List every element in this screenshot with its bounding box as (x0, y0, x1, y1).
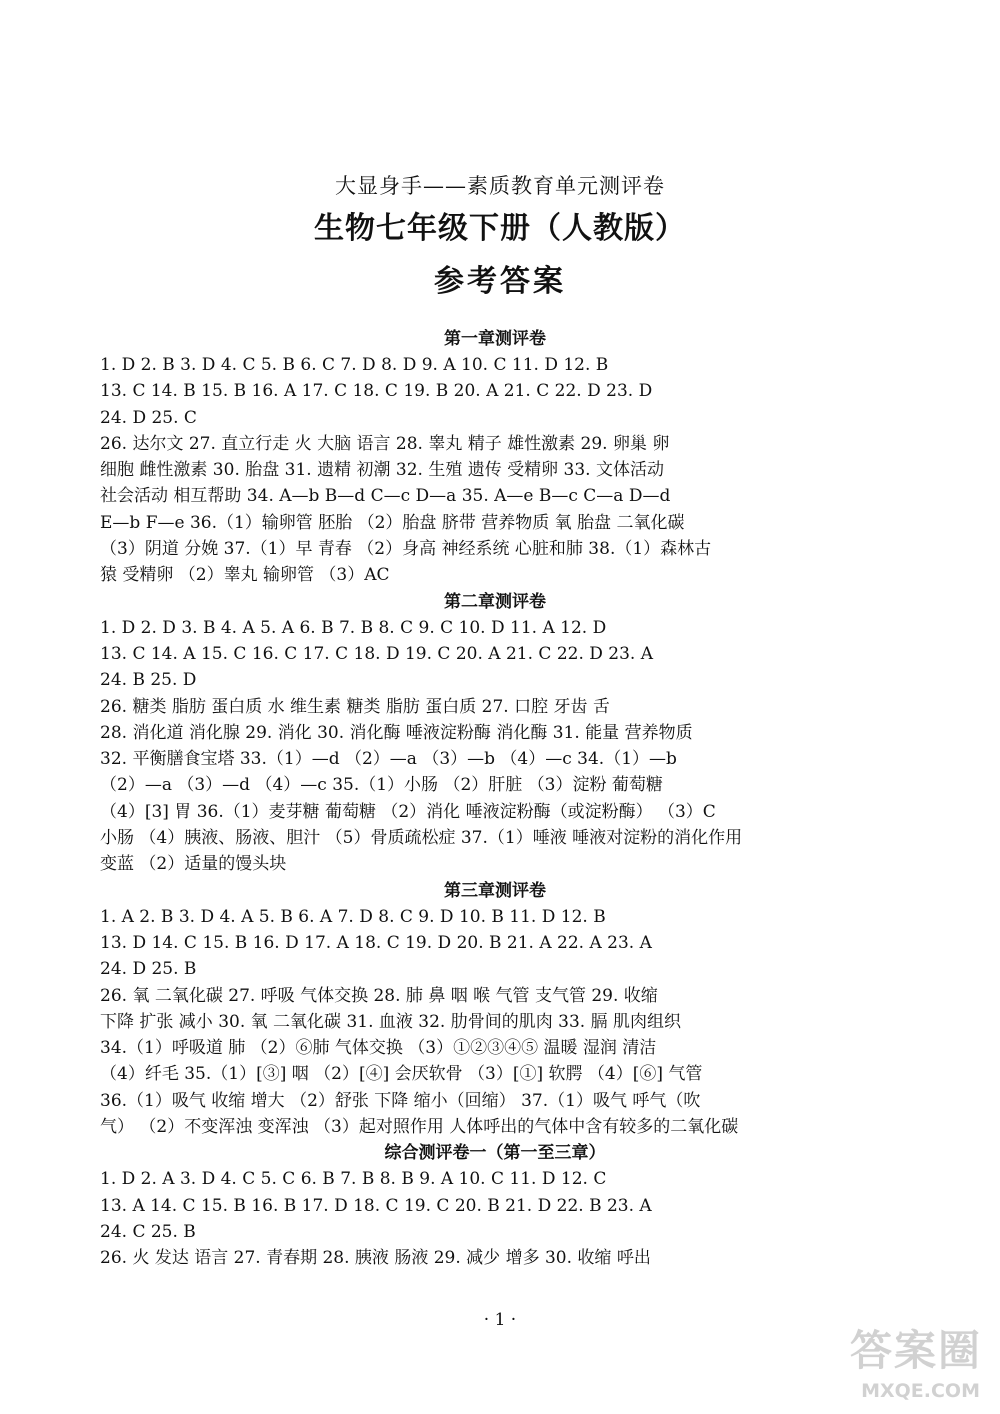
answer-line: 细胞 雌性激素 30. 胎盘 31. 遗精 初潮 32. 生殖 遗传 受精卵 33. 文体活动 (100, 460, 664, 481)
answer-line: 26. 糖类 脂肪 蛋白质 水 维生素 糖类 脂肪 蛋白质 27. 口腔 牙齿 舌 (100, 696, 610, 717)
answer-line: 1. D 2. A 3. D 4. C 5. C 6. B 7. B 8. B 9. A 10. C 11. D 12. C (100, 1169, 607, 1190)
chapter-section (100, 589, 890, 878)
answer-line: （3）阴道 分娩 37.（1）早 青春 （2）身高 神经系统 心脏和肺 38.（1）森林古 (100, 539, 712, 560)
answer-line: 24. D 25. B (100, 959, 197, 980)
answer-line: 小肠 （4）胰液、肠液、胆汁 （5）骨质疏松症 37.（1）唾液 唾液对淀粉的消化作用 (100, 828, 743, 849)
answer-line: 36.（1）吸气 收缩 增大 （2）舒张 下降 缩小（回缩） 37.（1）吸气 呼气（吹 (100, 1090, 701, 1111)
watermark-url: MXQE.COM (861, 1380, 980, 1402)
answer-line: 下降 扩张 减小 30. 氧 二氧化碳 31. 血液 32. 肋骨间的肌肉 33. 膈 肌肉组织 (100, 1011, 681, 1032)
chapter-section (100, 878, 890, 1141)
answer-line: 26. 氧 二氧化碳 27. 呼吸 气体交换 28. 肺 鼻 咽 喉 气管 支气管 29. 收缩 (100, 985, 658, 1006)
answer-content (100, 326, 890, 1272)
page-number: · 1 · (483, 1310, 517, 1330)
chapter-heading: 综合测评卷一（第一至三章） (384, 1143, 606, 1164)
answer-line: E—b F—e 36.（1）输卵管 胚胎 （2）胎盘 脐带 营养物质 氧 胎盘 二氧化碳 (100, 512, 685, 533)
answer-line: 32. 平衡膳食宝塔 33.（1）—d （2）—a （3）—b （4）—c 34.（1）—b (100, 749, 677, 770)
answer-line: 猿 受精卵 （2）睾丸 输卵管 （3）AC (100, 565, 390, 586)
answer-line: 13. A 14. C 15. B 16. B 17. D 18. C 19. C 20. B 21. D 22. B 23. A (100, 1195, 652, 1216)
answer-line: 1. A 2. B 3. D 4. A 5. B 6. A 7. D 8. C 9. D 10. B 11. D 12. B (100, 906, 606, 927)
book-title: 生物七年级下册（人教版） (314, 211, 686, 246)
answer-line: 24. C 25. B (100, 1221, 196, 1242)
answer-line: 24. D 25. C (100, 407, 197, 428)
series-title: 大显身手——素质教育单元测评卷 (335, 174, 665, 198)
chapter-heading: 第一章测评卷 (444, 329, 546, 349)
answer-line: 13. D 14. C 15. B 16. D 17. A 18. C 19. D 20. B 21. A 22. A 23. A (100, 932, 652, 953)
watermark (836, 1318, 986, 1408)
answer-line: 气） （2）不变浑浊 变浑浊 （3）起对照作用 人体呼出的气体中含有较多的二氧化碳 (100, 1117, 739, 1138)
answer-line: 1. D 2. D 3. B 4. A 5. A 6. B 7. B 8. C 9. C 10. D 11. A 12. D (100, 617, 607, 638)
answer-key-heading: 参考答案 (434, 264, 566, 299)
answer-line: 变蓝 （2）适量的馒头块 (100, 854, 287, 875)
answer-line: 28. 消化道 消化腺 29. 消化 30. 消化酶 唾液淀粉酶 消化酶 31. 能量 营养物质 (100, 722, 693, 743)
chapter-section (100, 326, 890, 589)
answer-line: 1. D 2. B 3. D 4. C 5. B 6. C 7. D 8. D 9. A 10. C 11. D 12. B (100, 355, 609, 375)
chapter-heading: 第二章测评卷 (444, 591, 546, 612)
answer-line: 26. 达尔文 27. 直立行走 火 大脑 语言 28. 睾丸 精子 雄性激素 29. 卵巢 卵 (100, 433, 670, 454)
answer-line: （2）—a （3）—d （4）—c 35.（1）小肠 （2）肝脏 （3）淀粉 葡萄糖 (100, 775, 663, 796)
chapter-section (100, 1140, 890, 1271)
chapter-heading: 第三章测评卷 (444, 880, 546, 901)
answer-line: 社会活动 相互帮助 34. A—b B—d C—c D—a 35. A—e B—c C—a D—d (100, 486, 671, 507)
answer-line: （4）[3] 胃 36.（1）麦芽糖 葡萄糖 （2）消化 唾液淀粉酶（或淀粉酶） （3）C (100, 801, 716, 822)
answer-line: 13. C 14. A 15. C 16. C 17. C 18. D 19. C 20. A 21. C 22. D 23. A (100, 643, 654, 664)
watermark-logo: 答案圈 (849, 1326, 982, 1375)
answer-line: （4）纤毛 35.（1）[③] 咽 （2）[④] 会厌软骨 （3）[①] 软腭 （4）[⑥] 气管 (100, 1064, 703, 1085)
answer-line: 24. B 25. D (100, 670, 197, 691)
answer-line: 26. 火 发达 语言 27. 青春期 28. 胰液 肠液 29. 减少 增多 30. 收缩 呼出 (100, 1248, 651, 1269)
answer-line: 13. C 14. B 15. B 16. A 17. C 18. C 19. B 20. A 21. C 22. D 23. D (100, 381, 653, 402)
answer-line: 34.（1）呼吸道 肺 （2）⑥肺 气体交换 （3）①②③④⑤ 温暖 湿润 清洁 (100, 1038, 657, 1059)
